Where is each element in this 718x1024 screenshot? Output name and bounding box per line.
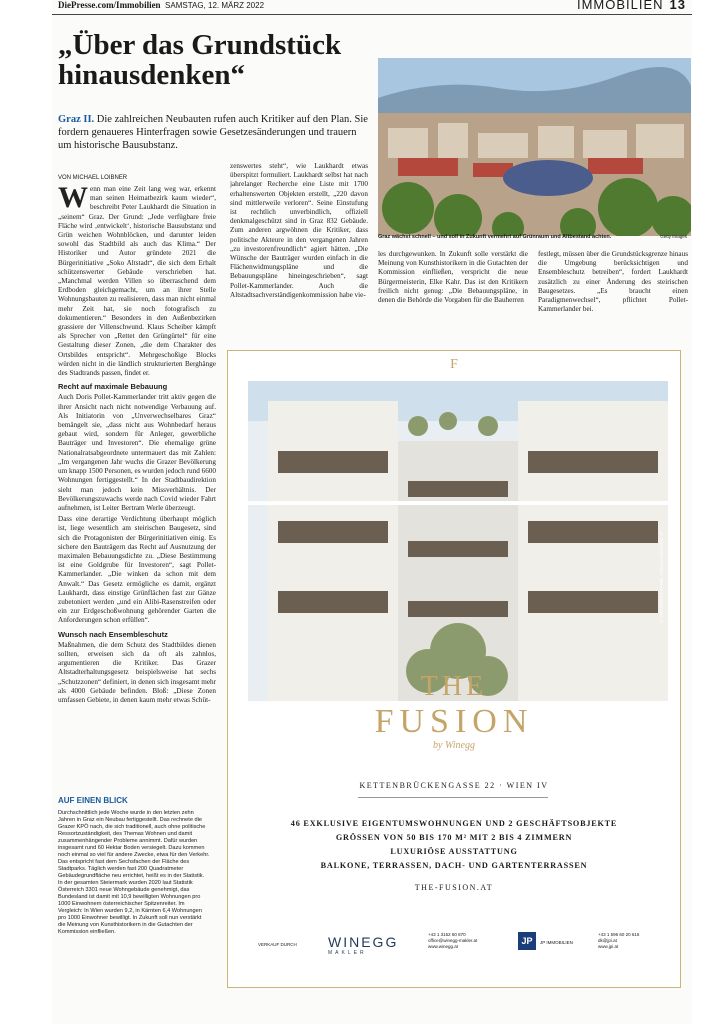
masthead-line: [58, 0, 264, 10]
website-url: THE-FUSION.AT: [414, 883, 494, 892]
winegg-logo: [328, 934, 398, 956]
article-column-1: [58, 185, 216, 785]
lead-text: Die zahlreichen Neubauten rufen auch Kritiker auf den Plan. Sie fordern genaueres Hinterfragen sowie Gesetzesänderungen und trauern um historische Bausubstanz.: [58, 114, 368, 151]
winegg-name: WINEGG: [328, 934, 399, 950]
newspaper-page: [52, 0, 692, 1024]
column-2-text: zenswertes steht“, wie Laukhardt etwas überspitzt formuliert. Laukhardt selbst hat nach jahrelanger Recherche eine Liste mit 1700 erhaltenswerten Objekten erstellt, „220 davon sind mittlerweile verloren“. Seine Einstufung ist rechtlich unverbindlich, offiziell denkmalgeschützt sind in Graz 832 Gebäude. Zum anderen argwöhnen die Kritiker, dass politische Akteure in den vergangenen Jahren „zu investorenfreundlich“ agiert hätten. „Die Wünsche der Bauträger wurden einfach in die Flächenwidmungspläne und die Bebauungspläne hineingeschrieben“, sagt Pollet-Kammerlander. Auch die Altstadtsachverständigenkommission habe vie-: [230, 162, 368, 299]
brand-fusion: FUSION: [374, 703, 534, 740]
jp-logo-icon: JP: [518, 932, 536, 950]
column-3-text: les durchgewunken. In Zukunft solle verstärkt die Meinung von Kunsthistorikern in die Gutachten der Kommission einfließen, verspricht die neue Bürgermeisterin, Elke Kahr. Das ist den Kritikern freilich nicht genug: „Die Bebauungspläne, in denen die Behörde die Vorgaben für die Bauherren: [378, 250, 528, 305]
section-name: IMMOBILIEN: [576, 0, 664, 12]
issue-date: SAMSTAG, 12. MÄRZ 2022: [165, 1, 265, 10]
column-4-text: festlegt, müssen über die Grundstücksgrenze hinaus die Umgebung berücksichtigen und Ensembleschutz betreiben“, fordert Laukhardt zusätzlich zu einer Änderung des steirischen Baugesetzes. „Es braucht einen Paradigmenwechsel“, pflichtet Pollet-Kammerlander bei.: [538, 250, 688, 314]
winegg-sub: MAKLER: [328, 950, 367, 956]
jp-email: dk@jpi.at: [598, 938, 617, 943]
feature-line-4: BALKONE, TERRASSEN, DACH- UND GARTENTERRASSEN: [320, 861, 588, 870]
brand-by-winegg: by Winegg: [433, 740, 475, 751]
paragraph-3: Dass eine derartige Verdichtung überhaupt möglich ist, liege wesentlich am steirischen Baugesetz, sind sich die Protagonisten der Bürgerinitiativen einig. Es sichere den Bauträgern das Recht auf Ausnutzung der maximalen Bebauungsdichte zu. „Diese Bestimmung ist eine Goldgrube für Investoren“, sagt Pollet-Kammerlander. „Die winken da schon mit dem Anwalt.“ Das Gesetz ermögliche es damit, ergänzt Laukhardt, dass einstige Grünflächen fast zur Gänze zubetoniert werden „und ein Alibi-Rasenstreifen oder ein zur Erdgeschoßwohnung gehörender Garten die Anforderungen schon erfüllen“.: [58, 515, 216, 625]
agent-footer: [228, 926, 680, 966]
subheading-2: Wunsch nach Ensembleschutz: [58, 629, 168, 639]
page-number: 13: [669, 0, 686, 12]
real-estate-advertisement: [227, 350, 681, 988]
feature-line-2: GRÖSSEN VON 50 BIS 170 M² MIT 2 BIS 4 ZIMMERN: [335, 833, 573, 842]
winegg-web: www.winegg.at: [428, 944, 459, 949]
paragraph-2: Auch Doris Pollet-Kammerlander tritt aktiv gegen die ihrer Ansicht nach nicht notwendige Verbauung auf. Als Initiatorin von „Unverwechselbares Graz“ bemängelt sie, „dass nicht aus Wohnbedarf heraus gebaut wird, sondern für Anleger, gewerbliche Bauträger und Investoren“. Die ehemalige grüne Nationalratsabgeordnete untermauert das mit Zahlen: „Im vergangenen Jahr wuchs die Grazer Bevölkerung um knapp 1500 Personen, es wurden jedoch rund 6600 Wohnungen fertiggestellt.“ In der Stadtbaudirektion sieht man jedoch kein Missverhältnis. Der Bevölkerungszuwachs werde nach Covid wieder Fahrt aufnehmen, ist Leiter Bertram Werle überzeugt.: [58, 393, 216, 512]
masthead: DiePresse.com/Immobilien: [58, 0, 161, 10]
article-column-2: [230, 162, 368, 342]
monogram-logo: F: [450, 357, 458, 372]
infobox-title: AUF EINEN BLICK: [58, 796, 128, 805]
lead-location: Graz II.: [58, 114, 95, 125]
divider: [358, 797, 548, 798]
jp-web: www.jpi.at: [598, 944, 619, 949]
jp-label: JP IMMOBILIEN: [540, 940, 573, 945]
infobox-text: Durchschnittlich jede Woche wurde in den letzten zehn Jahren in Graz ein Neubau fertiggestellt. Das rechnete die Grazer KPÖ nach, die sich traditionell, auch ohne politische Ressortzuständigkeit, des Themas Wohnen und damit zusammenhängender Probleme annimmt. Dafür wurden insgesamt rund 60 Hektar Boden versiegelt. Dazu kommen noch einmal so viel für andere Zwecke, etwa für den Verkehr. Das entspricht fast dem Sechsfachen der Fläche des Stadtparks. Täglich werden fast 200 Quadratmeter Gebäudegrundfläche neu errichtet, heißt es in der Statistik. In der gesamten Steiermark wurden 2020 laut Statistik Österreich 3301 neue Wohngebäude genehmigt, das Bundesland ist damit mit 10,9 bewilligten Wohnungen pro 1000 Einwohnern österreichischer Spitzenreiter. Im Vergleich: In Wien wurden 9,2, in Kärnten 6,4 Wohnungen pro 1000 Einwohner bewilligt. In Zukunft soll nun verstärkt die Meinung von Kunsthistorikern in die Gutachten der Kommission einfließen.: [58, 810, 210, 935]
winegg-contact: [428, 932, 477, 950]
jp-phone: +43 1 596 60 20 616: [598, 932, 640, 937]
photo-caption: [378, 232, 691, 242]
building-rendering: [248, 381, 668, 701]
render-credit: © ARCHITEKT PHWB, VISUALISIERUNG JP: [659, 531, 664, 624]
photo-caption-text: Graz wächst schnell – und soll in Zukunft vermehrt auf Grünraum und Altbestand achten.: [378, 234, 612, 240]
subheading-1: Recht auf maximale Bebauung: [58, 382, 168, 392]
photo-credit: Getty Images: [660, 234, 687, 239]
feature-line-3: LUXURIÖSE AUSSTATTUNG: [390, 847, 518, 856]
jp-contact: [598, 932, 639, 950]
brand-the: THE: [420, 671, 488, 702]
verkauf-label: VERKAUF DURCH: [258, 942, 297, 947]
page-header: [52, 0, 692, 15]
winegg-email: office@winegg-makler.at: [428, 938, 478, 943]
article-column-3: [378, 250, 528, 342]
winegg-phone: +43 1 3152 60 870: [428, 932, 466, 937]
article-photo: [378, 58, 691, 236]
article-column-4: [538, 250, 688, 342]
lead-paragraph: [58, 113, 372, 152]
drop-cap: W: [58, 185, 88, 214]
paragraph-4: Maßnahmen, die dem Schutz des Stadtbildes dienen sollten, erweisen sich da oft als zahnlos, argumentieren die Kritiker. Das Grazer Altstadterhaltungsgesetz beispielsweise hat sechs „Schutzzonen“ definiert, in denen sich insgesamt mehr als 4000 Gebäude befinden. Bloß: „Diese Zonen umfassen Gebiete, in denen kaum mehr etwas Schüt-: [58, 640, 216, 704]
section-label: [577, 0, 686, 12]
feature-line-1: 46 EXKLUSIVE EIGENTUMSWOHNUNGEN UND 2 GESCHÄFTSOBJEKTE: [290, 819, 618, 828]
headline: „Über das Grundstück hinausdenken“: [58, 29, 342, 91]
byline: VON MICHAEL LOIBNER: [58, 175, 128, 181]
paragraph-1: enn man eine Zeit lang weg war, erkennt man seinen Heimatbezirk kaum wieder“, beschreibt Peter Laukhardt die Situation in „seinem“ Graz. Der Grund: „Jede verfügbare freie Fläche wird ‚entwickelt‘, historische Bausubstanz und Grün weichen Wohnblöcken, und darunter leiden sowohl das Stadtbild als auch das Klima.“ Der Historiker und Autor gründete 2021 die Bürgerinitiative „Soko Altstadt“, die sich dem Erhalt schützenswerter Gebäude verschrieben hat. „Manchmal werden Villen so überraschend dem Erdboden gleichgemacht, um an ihrer Stelle Wohnungsbauten zu realisieren, dass man nicht einmal mehr Zeit hat, sie noch fotografisch zu dokumentieren.“ Besonders in den Außenbezirken grassiere der Villenschwund. Klaus Scheiber kämpft als Sprecher von „Rettet den Grüngürtel“ für eine Gestaltung dieser Zonen, „die dem Charakter des Ortsbildes entspricht“. Mehrgeschoßige Blocks würden nicht in die ländlich strukturierten Berghänge des Stadtrands passen, findet er.: [58, 185, 216, 378]
property-address: KETTENBRÜCKENGASSE 22 · WIEN IV: [359, 781, 549, 790]
